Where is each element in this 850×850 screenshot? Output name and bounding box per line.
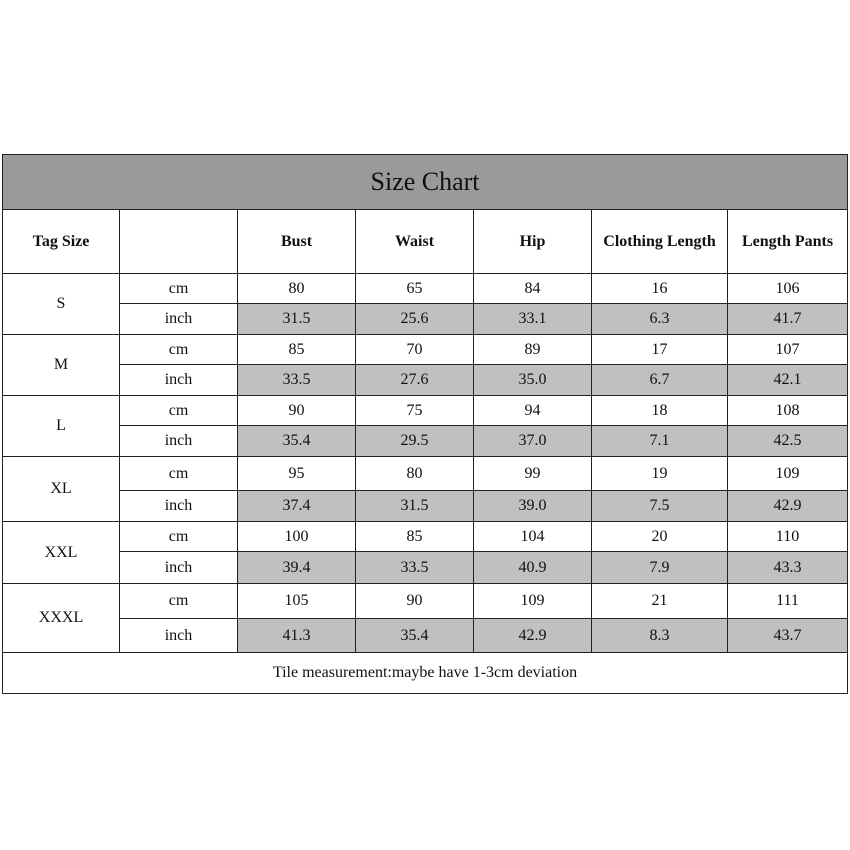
unit-cell: cm: [120, 457, 238, 491]
measurement-cell: 109: [474, 584, 592, 619]
measurement-cell: 37.4: [238, 491, 356, 522]
column-header: [120, 210, 238, 274]
measurement-cell: 35.4: [356, 619, 474, 653]
measurement-cell: 95: [238, 457, 356, 491]
measurement-cell: 108: [728, 396, 848, 426]
measurement-cell: 7.1: [592, 426, 728, 457]
column-header: Clothing Length: [592, 210, 728, 274]
unit-cell: inch: [120, 304, 238, 335]
measurement-cell: 109: [728, 457, 848, 491]
measurement-cell: 90: [356, 584, 474, 619]
unit-cell: inch: [120, 552, 238, 584]
table-row: [3, 426, 848, 457]
measurement-cell: 65: [356, 274, 474, 304]
table-row: [3, 457, 848, 491]
table-row: [3, 274, 848, 304]
measurement-cell: 33.1: [474, 304, 592, 335]
measurement-cell: 111: [728, 584, 848, 619]
measurement-cell: 85: [238, 335, 356, 365]
measurement-cell: 21: [592, 584, 728, 619]
measurement-cell: 99: [474, 457, 592, 491]
tag-size-cell: L: [3, 396, 120, 457]
table-row: [3, 522, 848, 552]
measurement-cell: 35.4: [238, 426, 356, 457]
measurement-cell: 7.5: [592, 491, 728, 522]
measurement-cell: 40.9: [474, 552, 592, 584]
tag-size-cell: XXXL: [3, 584, 120, 653]
tag-size-cell: S: [3, 274, 120, 335]
measurement-cell: 6.7: [592, 365, 728, 396]
measurement-cell: 18: [592, 396, 728, 426]
measurement-cell: 8.3: [592, 619, 728, 653]
measurement-cell: 17: [592, 335, 728, 365]
column-header: Hip: [474, 210, 592, 274]
measurement-cell: 94: [474, 396, 592, 426]
measurement-cell: 42.9: [474, 619, 592, 653]
measurement-cell: 35.0: [474, 365, 592, 396]
unit-cell: inch: [120, 619, 238, 653]
unit-cell: cm: [120, 274, 238, 304]
table-row: [3, 335, 848, 365]
footer-row: [3, 653, 848, 694]
footer-note: Tile measurement:maybe have 1-3cm deviation: [3, 653, 848, 694]
measurement-cell: 42.1: [728, 365, 848, 396]
measurement-cell: 31.5: [356, 491, 474, 522]
measurement-cell: 70: [356, 335, 474, 365]
column-header: Bust: [238, 210, 356, 274]
measurement-cell: 100: [238, 522, 356, 552]
measurement-cell: 16: [592, 274, 728, 304]
table-row: [3, 491, 848, 522]
unit-cell: cm: [120, 522, 238, 552]
table-row: [3, 619, 848, 653]
measurement-cell: 33.5: [238, 365, 356, 396]
unit-cell: cm: [120, 584, 238, 619]
measurement-cell: 42.9: [728, 491, 848, 522]
measurement-cell: 41.7: [728, 304, 848, 335]
unit-cell: cm: [120, 335, 238, 365]
measurement-cell: 37.0: [474, 426, 592, 457]
unit-cell: inch: [120, 426, 238, 457]
measurement-cell: 20: [592, 522, 728, 552]
measurement-cell: 39.4: [238, 552, 356, 584]
measurement-cell: 27.6: [356, 365, 474, 396]
table-row: [3, 365, 848, 396]
measurement-cell: 75: [356, 396, 474, 426]
column-header: Tag Size: [3, 210, 120, 274]
measurement-cell: 43.7: [728, 619, 848, 653]
tag-size-cell: M: [3, 335, 120, 396]
table-row: [3, 552, 848, 584]
measurement-cell: 106: [728, 274, 848, 304]
size-chart-table: [2, 154, 848, 694]
measurement-cell: 43.3: [728, 552, 848, 584]
column-header: Waist: [356, 210, 474, 274]
measurement-cell: 33.5: [356, 552, 474, 584]
measurement-cell: 80: [238, 274, 356, 304]
measurement-cell: 31.5: [238, 304, 356, 335]
measurement-cell: 107: [728, 335, 848, 365]
table-row: [3, 396, 848, 426]
column-header: Length Pants: [728, 210, 848, 274]
measurement-cell: 110: [728, 522, 848, 552]
unit-cell: cm: [120, 396, 238, 426]
measurement-cell: 42.5: [728, 426, 848, 457]
measurement-cell: 85: [356, 522, 474, 552]
measurement-cell: 41.3: [238, 619, 356, 653]
measurement-cell: 89: [474, 335, 592, 365]
measurement-cell: 84: [474, 274, 592, 304]
measurement-cell: 7.9: [592, 552, 728, 584]
measurement-cell: 29.5: [356, 426, 474, 457]
tag-size-cell: XXL: [3, 522, 120, 584]
table-row: [3, 584, 848, 619]
measurement-cell: 80: [356, 457, 474, 491]
tag-size-cell: XL: [3, 457, 120, 522]
measurement-cell: 6.3: [592, 304, 728, 335]
measurement-cell: 90: [238, 396, 356, 426]
measurement-cell: 39.0: [474, 491, 592, 522]
unit-cell: inch: [120, 491, 238, 522]
measurement-cell: 25.6: [356, 304, 474, 335]
table-row: [3, 304, 848, 335]
measurement-cell: 105: [238, 584, 356, 619]
unit-cell: inch: [120, 365, 238, 396]
chart-title: Size Chart: [3, 155, 848, 210]
measurement-cell: 104: [474, 522, 592, 552]
measurement-cell: 19: [592, 457, 728, 491]
